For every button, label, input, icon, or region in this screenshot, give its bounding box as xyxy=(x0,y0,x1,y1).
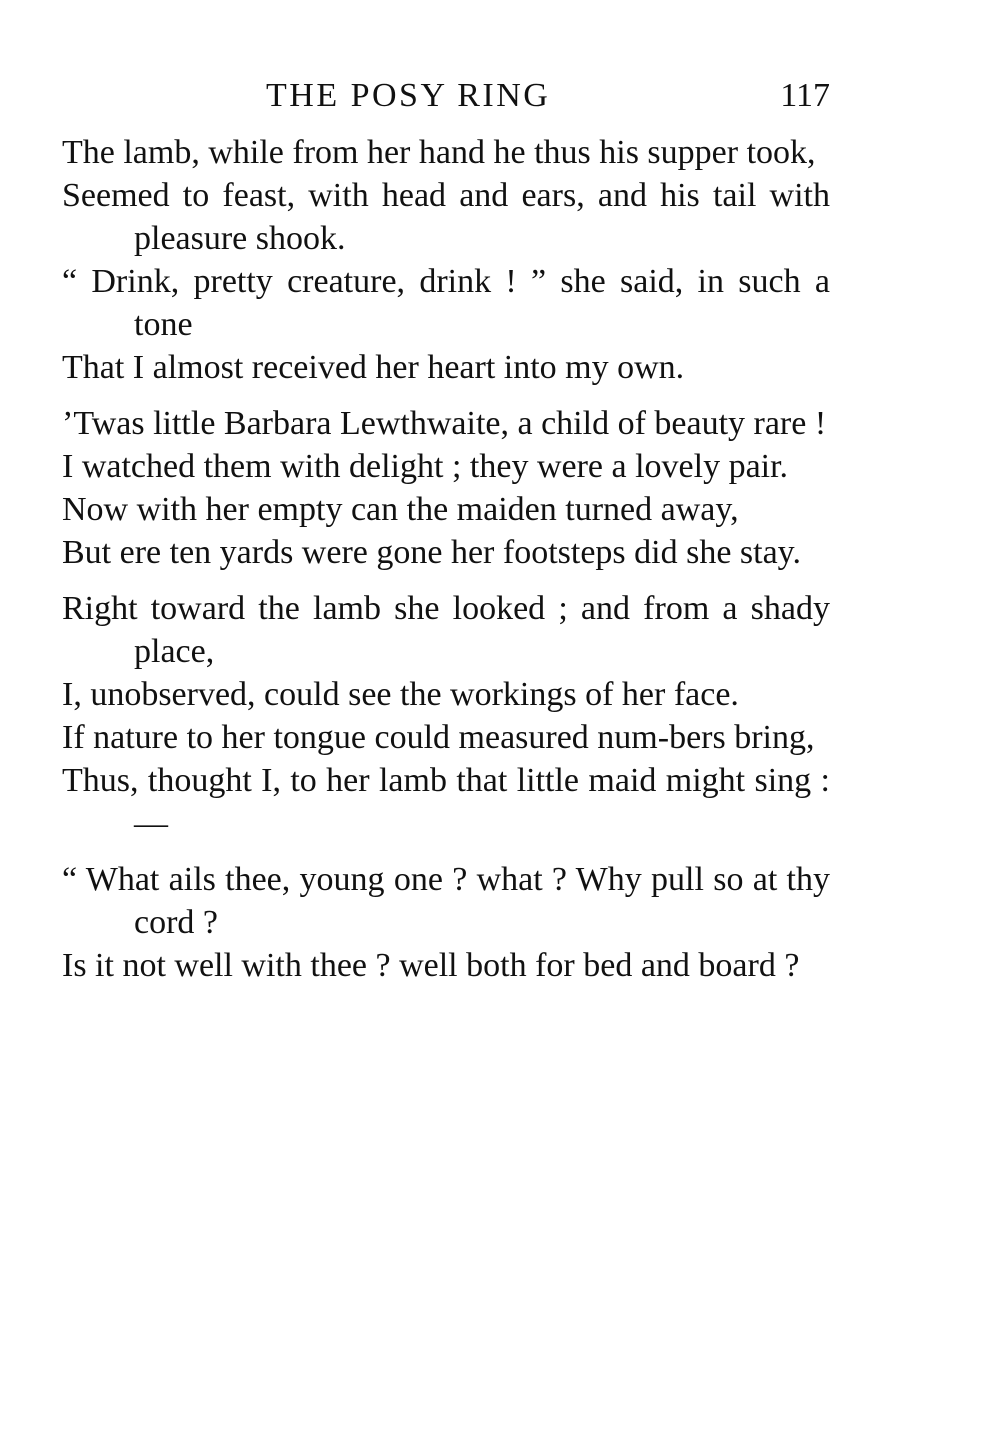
page-number: 117 xyxy=(780,77,830,114)
verse-line: But ere ten yards were gone her footsteps did she stay. xyxy=(62,534,801,571)
verse-line: Is it not well with thee ? well both for bed and board ? xyxy=(62,947,800,984)
verse-line: “ Drink, pretty creature, drink ! ” she said, in such a tone xyxy=(62,263,830,343)
verse-line: If nature to her tongue could measured num-bers bring, xyxy=(62,719,815,756)
verse-line: That I almost received her heart into my own. xyxy=(62,349,685,386)
verse-line: I, unobserved, could see the workings of her face. xyxy=(62,676,739,713)
verse-line: Now with her empty can the maiden turned away, xyxy=(62,491,739,528)
running-title: THE POSY RING xyxy=(266,77,551,114)
verse-line: Thus, thought I, to her lamb that little maid might sing :— xyxy=(62,762,830,842)
verse-line: Right toward the lamb she looked ; and from a shady place, xyxy=(62,590,830,670)
stanza-4 xyxy=(62,858,830,987)
stanza-2 xyxy=(62,402,830,574)
verse-line: Seemed to feast, with head and ears, and his tail with pleasure shook. xyxy=(62,177,830,257)
stanza-1 xyxy=(62,131,830,389)
verse-line: The lamb, while from her hand he thus his supper took, xyxy=(62,134,816,171)
poem-body xyxy=(62,131,830,1000)
verse-line: “ What ails thee, young one ? what ? Why pull so at thy cord ? xyxy=(62,861,830,941)
stanza-3 xyxy=(62,587,830,845)
verse-line: I watched them with delight ; they were a lovely pair. xyxy=(62,448,789,485)
running-head xyxy=(62,74,830,118)
verse-line: ’Twas little Barbara Lewthwaite, a child of beauty rare ! xyxy=(62,405,827,442)
